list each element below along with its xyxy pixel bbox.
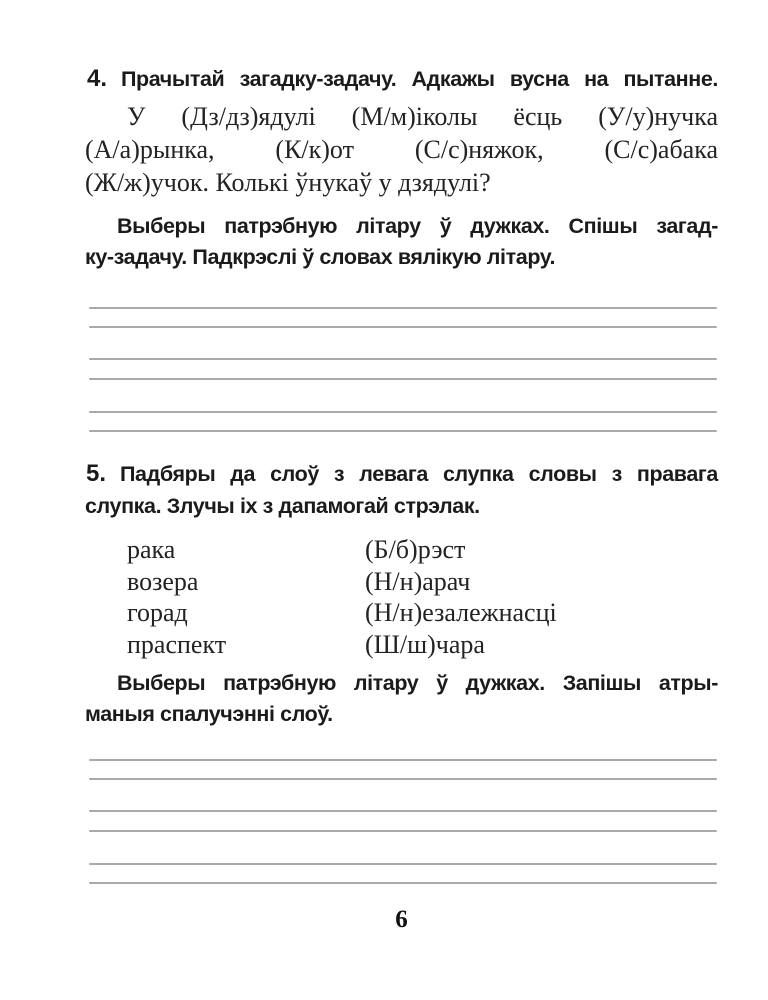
writing-line: [89, 778, 717, 780]
exercise-5-instruction: [85, 668, 718, 730]
instruction-line: ку-задачу. Падкрэслі ў словах вялікую літару.: [85, 245, 556, 269]
exercise-5-number: 5.: [86, 460, 107, 487]
match-left-word: праспект: [127, 629, 227, 659]
instruction-line: Выберы патрэбную літару ў дужках. Спішы загад-: [117, 214, 718, 238]
exercise-4-instruction: [85, 211, 718, 273]
writing-line: [89, 830, 717, 832]
exercise-5-title-line-1: Падбяры да слоў з левага слупка словы з правага: [120, 462, 718, 486]
writing-lines-group-2: [89, 759, 717, 884]
exercise-4-header: [87, 64, 718, 94]
match-right-word: (Б/б)рэст: [365, 535, 466, 564]
writing-line: [89, 863, 717, 865]
matching-columns: [127, 534, 718, 660]
page-number: 6: [395, 906, 408, 933]
riddle-line: (А/а)рынка, (К/к)от (С/с)няжок, (С/с)абака: [85, 135, 718, 164]
writing-line: [89, 307, 717, 309]
exercise-5-header: [86, 459, 718, 489]
exercise-4-riddle: [85, 100, 718, 199]
riddle-line: У (Дз/дз)ядулі (М/м)іколы ёсць (У/у)нучка: [127, 102, 718, 131]
writing-line: [89, 358, 717, 360]
match-left-word: горад: [127, 598, 188, 627]
match-right-word: (Ш/ш)чара: [365, 629, 485, 659]
instruction-line: Выберы патрэбную літару ў дужках. Запішы атры-: [117, 671, 718, 695]
exercise-5-title-line-2: слупка. Злучы іх з дапамогай стрэлак.: [85, 494, 480, 518]
writing-line: [89, 411, 717, 413]
exercise-4-number: 4.: [87, 65, 108, 92]
writing-line: [89, 810, 717, 812]
match-right-word: (Н/н)арач: [365, 566, 471, 596]
instruction-line: маныя спалучэнні слоў.: [85, 702, 333, 726]
writing-lines-group-1: [89, 307, 717, 432]
match-left-word: рака: [127, 535, 176, 564]
writing-line: [89, 882, 717, 884]
writing-line: [89, 326, 717, 328]
match-left-word: возера: [127, 566, 199, 596]
riddle-line: (Ж/ж)учок. Колькі ўнукаў у дзядулі?: [85, 168, 491, 197]
writing-line: [89, 430, 717, 432]
writing-line: [89, 378, 717, 380]
writing-line: [89, 759, 717, 761]
exercise-4-title: Прачытай загадку-задачу. Адкажы вусна на пытанне.: [121, 67, 718, 91]
match-right-word: (Н/н)езалежнасці: [365, 598, 557, 627]
